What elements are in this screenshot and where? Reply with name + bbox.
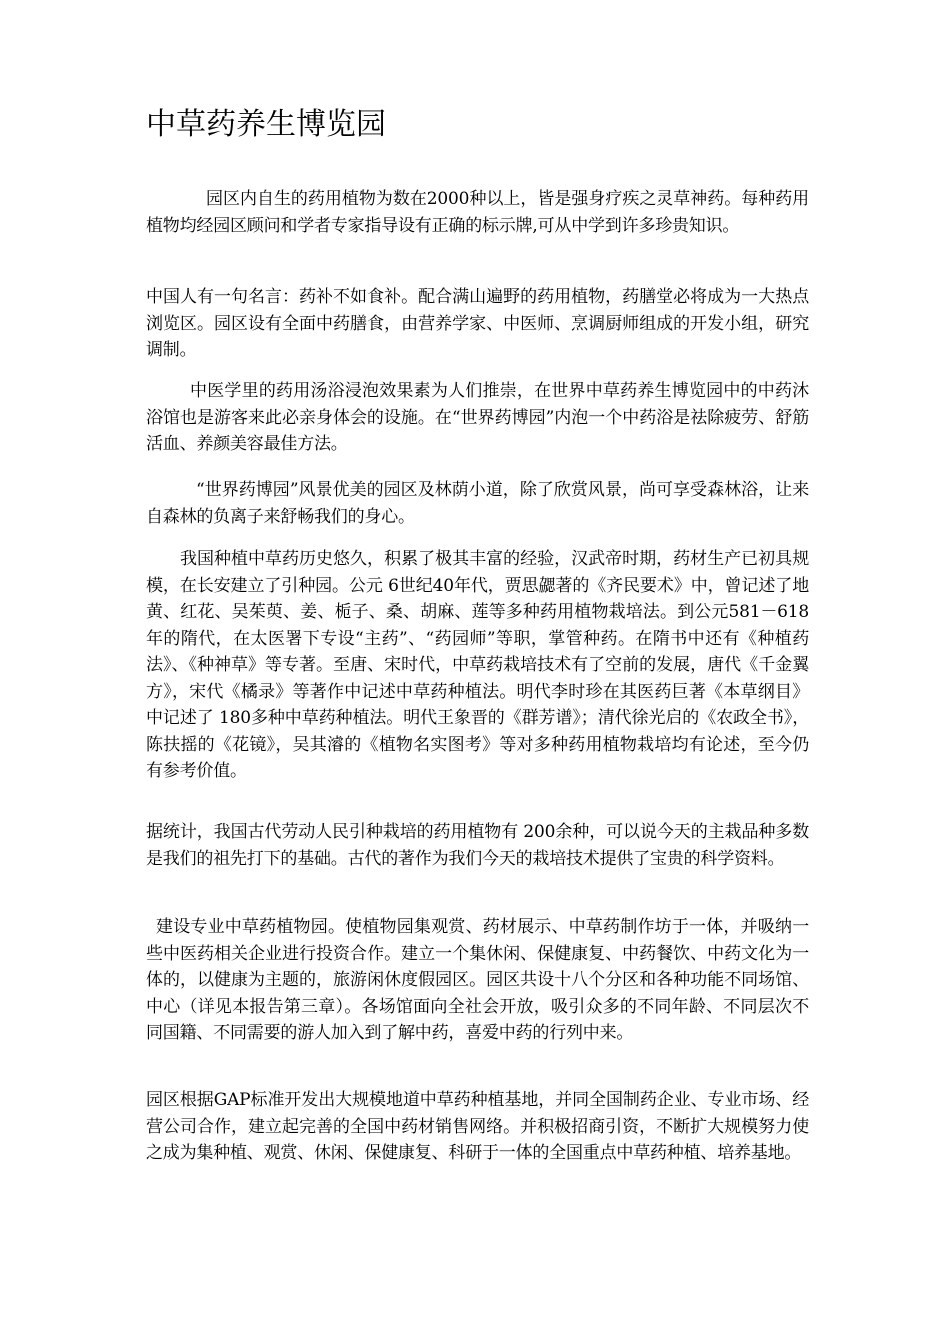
paragraph-herbal-bath: 中医学里的药用汤浴浸泡效果素为人们推崇，在世界中草药养生博览园中的中药沐浴馆也是游客来此必亲身体会的设施。在“世界药博园”内泡一个中药浴是祛除疲劳、舒筋活血、养颜美容最佳方法。 <box>146 381 809 454</box>
paragraph-native-herbs: 园区内自生的药用植物为数在2000种以上，皆是强身疗疾之灵草神药。每种药用植物均经园区顾问和学者专家指导设有正确的标示牌,可从中学到许多珍贵知识。 <box>146 189 809 236</box>
paragraph-herbal-cuisine: 中国人有一句名言：药补不如食补。配合满山遍野的药用植物，药膳堂必将成为一大热点浏览区。园区设有全面中药膳食，由营养学家、中医师、烹调厨师组成的开发小组，研究调制。 <box>146 287 809 360</box>
paragraph-statistics: 据统计，我国古代劳动人民引种栽培的药用植物有 200余种，可以说今天的主栽品种多数是我们的祖先打下的基础。古代的著作为我们今天的栽培技术提供了宝贵的科学资料。 <box>146 822 809 869</box>
document-title: 中草药养生博览园 <box>146 107 386 142</box>
paragraph-cultivation-history: 我国种植中草药历史悠久，积累了极其丰富的经验，汉武帝时期，药材生产已初具规模，在长安建立了引种园。公元 6世纪40年代，贾思勰著的《齐民要术》中，曾记述了地黄、红花、吴茱萸、姜、栀子、桑、胡麻、莲等多种药用植物栽培法。到公元581－618年的隋代，在太医署下专设“主药”、“药园师”等职，掌管种药。在隋书中还有《种植药法》、《种神草》等专著。至唐、宋时代，中草药栽培技术有了空前的发展，唐代《千金翼方》，宋代《橘录》等著作中记述中草药种植法。明代李时珍在其医药巨著《本草纲目》中记述了 180多种中草药种植法。明代王象晋的《群芳谱》；清代徐光启的《农政全书》，陈扶摇的《花镜》，吴其濬的《植物名实图考》等对多种药用植物栽培均有论述，至今仍有参考价值。 <box>146 549 809 781</box>
paragraph-gap-base: 园区根据GAP标准开发出大规模地道中草药种植基地，并同全国制药企业、专业市场、经营公司合作，建立起完善的全国中药材销售网络。并积极招商引资，不断扩大规模努力使之成为集种植、观赏、休闲、保健康复、科研于一体的全国重点中草药种植、培养基地。 <box>146 1090 809 1163</box>
paragraph-botanical-garden-plan: 建设专业中草药植物园。使植物园集观赏、药材展示、中草药制作坊于一体，并吸纳一些中医药相关企业进行投资合作。建立一个集休闲、保健康复、中药餐饮、中药文化为一体的，以健康为主题的，旅游闲休度假园区。园区共设十八个分区和各种功能不同场馆、中心（详见本报告第三章）。各场馆面向全社会开放，吸引众多的不同年龄、不同层次不同国籍、不同需要的游人加入到了解中药，喜爱中药的行列中来。 <box>146 917 809 1043</box>
paragraph-forest-bath: “世界药博园”风景优美的园区及林荫小道，除了欣赏风景，尚可享受森林浴，让来自森林的负离子来舒畅我们的身心。 <box>146 480 809 527</box>
